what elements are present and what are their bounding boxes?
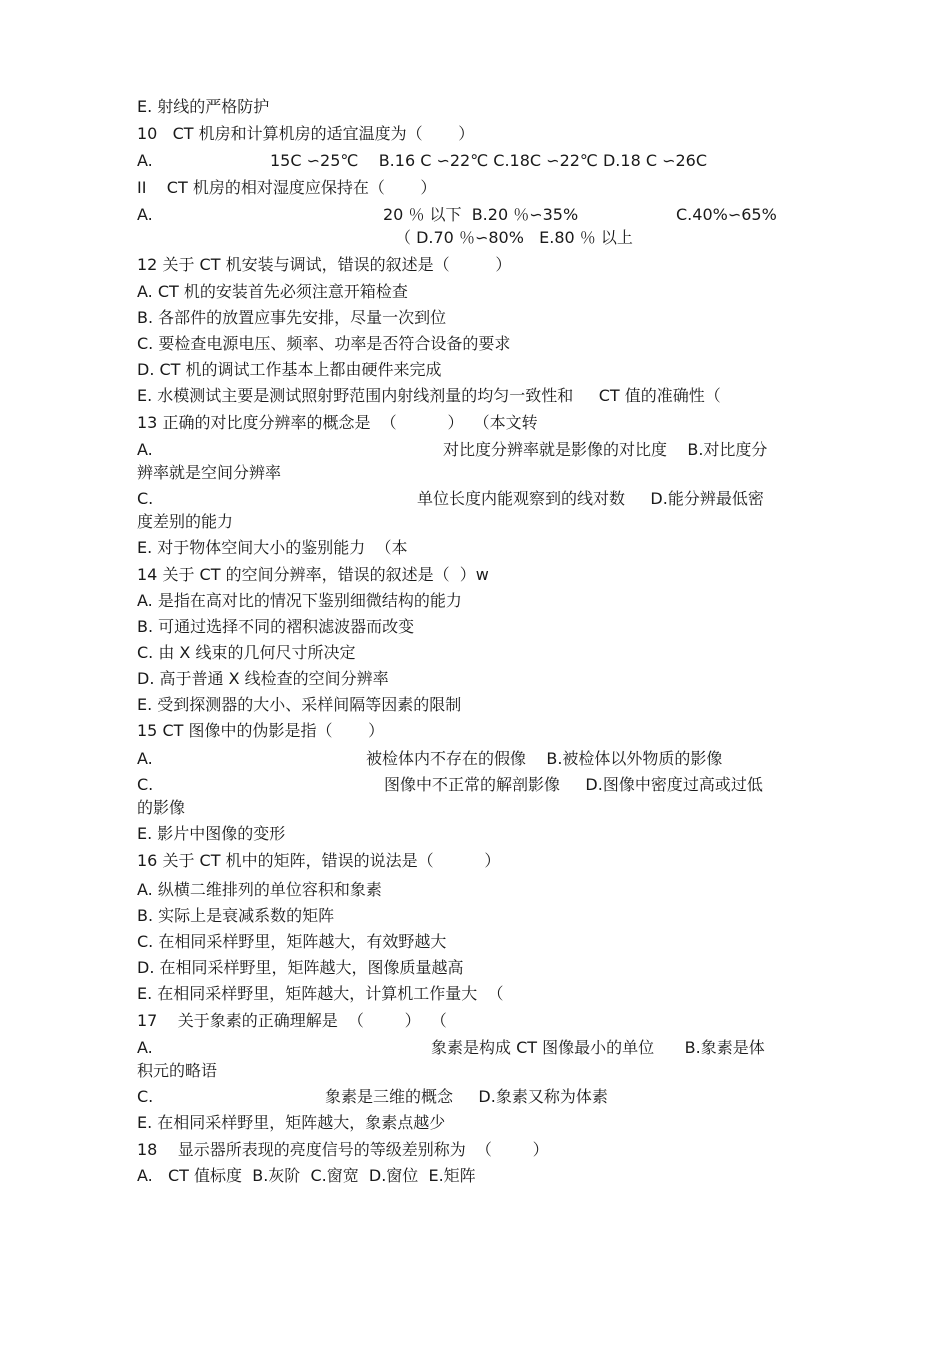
options-text: 象素是三维的概念 D.象素又称为体素	[325, 1087, 608, 1106]
text-line: E. 在相同采样野里，矩阵越大，计算机工作量大 （	[137, 984, 504, 1003]
question-11: II CT 机房的相对湿度应保持在（ ）	[137, 178, 437, 197]
option-label: A.	[137, 151, 153, 170]
text-line: 的影像	[137, 798, 186, 817]
text-line: B. 各部件的放置应事先安排，尽量一次到位	[137, 308, 447, 327]
options-text: 对比度分辨率就是影像的对比度 B.对比度分	[443, 440, 768, 459]
text-line: E. 水模测试主要是测试照射野范围内射线剂量的均匀一致性和 CT 值的准确性（	[137, 386, 721, 405]
option-label: C.	[137, 775, 154, 794]
text-line: C. 由 X 线束的几何尺寸所决定	[137, 643, 356, 662]
text-line: B. 实际上是衰减系数的矩阵	[137, 906, 335, 925]
options-text: 单位长度内能观察到的线对数 D.能分辨最低密	[417, 489, 764, 508]
options-text: 被检体内不存在的假像 B.被检体以外物质的影像	[366, 749, 723, 768]
text-line: A. 是指在高对比的情况下鉴别细微结构的能力	[137, 591, 462, 610]
question-13: 13 正确的对比度分辨率的概念是 （ ） （本文转	[137, 413, 538, 432]
text-line: D. 在相同采样野里，矩阵越大，图像质量越高	[137, 958, 464, 977]
text-line: A. CT 机的安装首先必须注意开箱检查	[137, 282, 408, 301]
question-17: 17 关于象素的正确理解是 （ ） （	[137, 1011, 447, 1030]
text-line: E. 在相同采样野里，矩阵越大，象素点越少	[137, 1113, 446, 1132]
text-line: E. 影片中图像的变形	[137, 824, 286, 843]
options-text: A. CT 值标度 B.灰阶 C.窗宽 D.窗位 E.矩阵	[137, 1166, 476, 1185]
question-16: 16 关于 CT 机中的矩阵，错误的说法是（ ）	[137, 851, 501, 870]
question-10: 10 CT 机房和计算机房的适宜温度为（ ）	[137, 124, 475, 143]
option-label: A.	[137, 749, 153, 768]
text-line: C. 要检查电源电压、频率、功率是否符合设备的要求	[137, 334, 511, 353]
options-text: （ D.70 ％∽80% E.80 ％ 以上	[395, 228, 633, 247]
text-line: D. CT 机的调试工作基本上都由硬件来完成	[137, 360, 442, 379]
options-text: 20 ％ 以下 B.20 ％∽35%	[383, 205, 579, 224]
text-line: C. 在相同采样野里，矩阵越大，有效野越大	[137, 932, 447, 951]
text-line: 度差别的能力	[137, 512, 234, 531]
text-line: 辨率就是空间分辨率	[137, 463, 282, 482]
options-text: 图像中不正常的解剖影像 D.图像中密度过高或过低	[384, 775, 763, 794]
options-text: 象素是构成 CT 图像最小的单位 B.象素是体	[431, 1038, 765, 1057]
text-line: B. 可通过选择不同的褶积滤波器而改变	[137, 617, 415, 636]
text-line: A. 纵横二维排列的单位容积和象素	[137, 880, 382, 899]
options-text: 15C ∽25℃ B.16 C ∽22℃ C.18C ∽22℃ D.18 C ∽26C	[270, 151, 708, 170]
text-line: E. 射线的严格防护	[137, 97, 270, 116]
question-12: 12 关于 CT 机安装与调试，错误的叙述是（ ）	[137, 255, 512, 274]
question-15: 15 CT 图像中的伪影是指（ ）	[137, 721, 385, 740]
question-14: 14 关于 CT 的空间分辨率，错误的叙述是（ ）w	[137, 565, 489, 584]
text-line: E. 对于物体空间大小的鉴别能力 （本	[137, 538, 408, 557]
option-label: A.	[137, 440, 153, 459]
option-label: C.	[137, 489, 154, 508]
text-line: 积元的略语	[137, 1061, 218, 1080]
option-label: C.	[137, 1087, 154, 1106]
text-line: D. 高于普通 X 线检查的空间分辨率	[137, 669, 389, 688]
option-label: A.	[137, 205, 153, 224]
options-text: C.40%∽65%	[676, 205, 777, 224]
question-18: 18 显示器所表现的亮度信号的等级差别称为 （ ）	[137, 1140, 549, 1159]
option-label: A.	[137, 1038, 153, 1057]
text-line: E. 受到探测器的大小、采样间隔等因素的限制	[137, 695, 462, 714]
